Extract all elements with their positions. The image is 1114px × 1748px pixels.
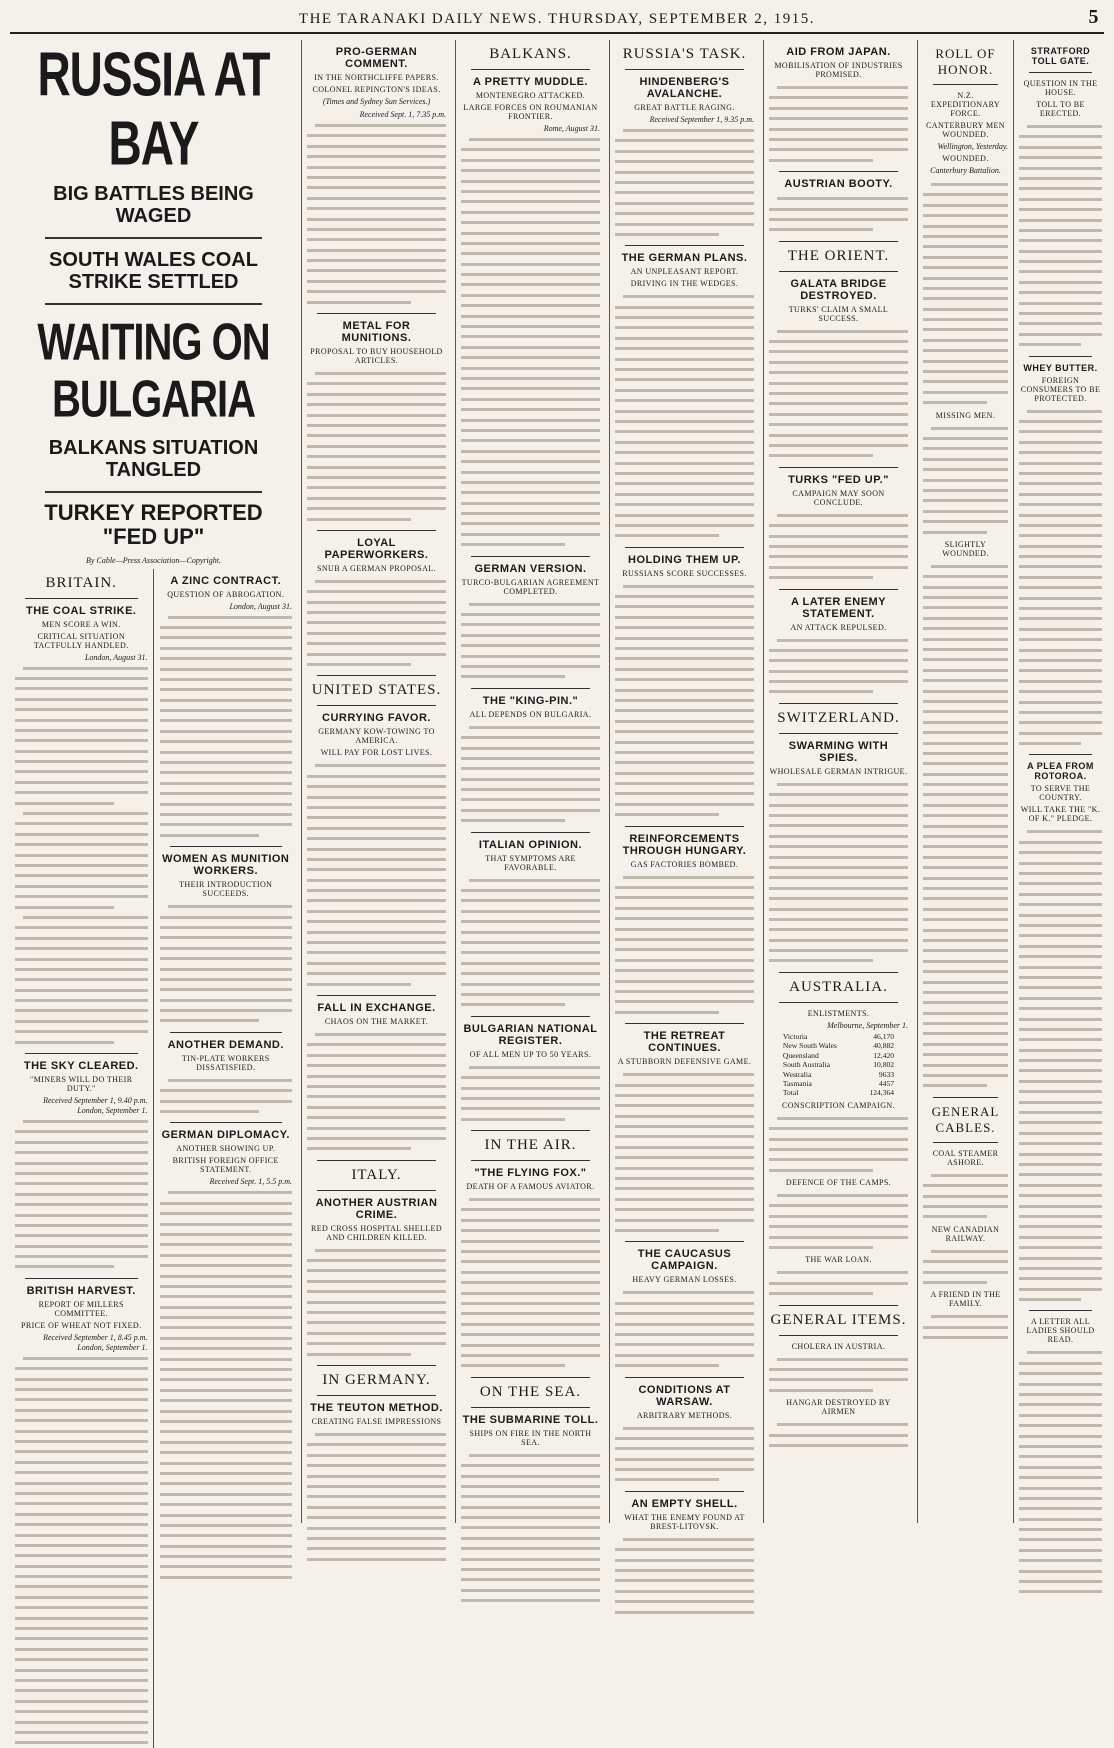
article-text bbox=[1019, 826, 1102, 1304]
article-text bbox=[615, 125, 754, 239]
article-text bbox=[615, 1069, 754, 1235]
divider bbox=[779, 1002, 898, 1003]
article-text bbox=[923, 179, 1008, 408]
article-text bbox=[615, 581, 754, 820]
headline-diplomacy: GERMAN DIPLOMACY. bbox=[161, 1129, 290, 1142]
article-text bbox=[160, 1187, 293, 1582]
article-text bbox=[1019, 406, 1102, 749]
subhead-register: OF ALL MEN UP TO 50 YEARS. bbox=[469, 1049, 592, 1059]
headline-avalanche: HINDENBERG'S AVALANCHE. bbox=[639, 76, 730, 100]
divider bbox=[625, 1023, 744, 1024]
divider bbox=[45, 237, 262, 239]
headline-exchange: FALL IN EXCHANGE. bbox=[317, 1002, 436, 1014]
subhead-millers: REPORT OF MILLERS COMMITTEE. bbox=[38, 1299, 124, 1318]
column-5 bbox=[763, 40, 913, 1523]
headline-later-statement: A LATER ENEMY STATEMENT. bbox=[790, 595, 887, 620]
headline-women: WOMEN AS MUNITION WORKERS. bbox=[162, 853, 290, 878]
deck-2: SOUTH WALES COAL STRIKE SETTLED bbox=[49, 249, 258, 294]
subhead-red-cross: RED CROSS HOSPITAL SHELLED AND CHILDREN KILLED. bbox=[310, 1223, 443, 1242]
headline-austrian-crime: ANOTHER AUSTRIAN CRIME. bbox=[315, 1196, 438, 1221]
table-row: South Australia 10,802 bbox=[782, 1060, 895, 1070]
subhead-consumers: FOREIGN CONSUMERS TO BE PROTECTED. bbox=[1020, 375, 1101, 403]
received-line: Received September 1, 9.35 p.m. bbox=[649, 115, 754, 124]
headline-toll-gate: STRATFORD TOLL GATE. bbox=[1030, 46, 1091, 66]
subhead-aviator: DEATH OF A FAMOUS AVIATOR. bbox=[466, 1182, 595, 1192]
divider bbox=[779, 271, 898, 272]
divider bbox=[471, 1160, 590, 1161]
headline-flying-fox: "THE FLYING FOX." bbox=[474, 1167, 587, 1180]
headline-metal: METAL FOR MUNITIONS. bbox=[341, 320, 412, 345]
divider bbox=[625, 1377, 744, 1378]
article-text bbox=[1019, 1347, 1102, 1596]
article-text bbox=[615, 1534, 754, 1617]
received-line: Received September 1, 8.45 p.m. bbox=[43, 1332, 148, 1342]
divider bbox=[317, 675, 436, 676]
article-text bbox=[160, 1075, 293, 1117]
section-russias-task: RUSSIA'S TASK. bbox=[622, 46, 747, 62]
headline-kingpin: THE "KING-PIN." bbox=[482, 694, 579, 707]
divider bbox=[25, 598, 138, 599]
article-text bbox=[307, 368, 446, 524]
subhead-pay: WILL PAY FOR LOST LIVES. bbox=[320, 748, 433, 758]
divider bbox=[625, 1241, 744, 1242]
column-2 bbox=[301, 40, 451, 1523]
subhead-kowtowing: GERMANY KOW-TOWING TO AMERICA. bbox=[318, 727, 435, 746]
column-1 bbox=[10, 40, 297, 1523]
subhead-repington: COLONEL REPINGTON'S IDEAS. bbox=[312, 85, 441, 94]
section-general-items: GENERAL ITEMS. bbox=[770, 1311, 907, 1328]
column-6 bbox=[917, 40, 1013, 1523]
divider bbox=[1029, 72, 1092, 73]
divider bbox=[779, 467, 898, 468]
article-text bbox=[461, 1062, 600, 1124]
subhead-toll-erected: TOLL TO BE ERECTED. bbox=[1036, 100, 1085, 118]
subhead-gas: GAS FACTORIES BOMBED. bbox=[630, 859, 739, 869]
section-united-states: UNITED STATES. bbox=[311, 682, 442, 699]
article-text bbox=[307, 760, 446, 989]
article-text bbox=[923, 423, 1008, 537]
headline-pro-german: PRO-GERMAN COMMENT. bbox=[335, 46, 418, 70]
divider bbox=[317, 530, 436, 531]
headline-reinforcements: REINFORCEMENTS THROUGH HUNGARY. bbox=[622, 832, 747, 857]
article-text bbox=[923, 1170, 1008, 1222]
main-headline: RUSSIA AT BAY bbox=[37, 38, 270, 178]
table-row: Total 124,364 bbox=[782, 1088, 895, 1098]
article-text bbox=[461, 599, 600, 682]
dateline: Melbourne, September 1. bbox=[827, 1020, 908, 1030]
article-text bbox=[769, 193, 908, 235]
divider bbox=[779, 589, 898, 590]
subhead-symptoms: THAT SYMPTOMS ARE FAVORABLE. bbox=[485, 853, 576, 872]
subhead-miners: "MINERS WILL DO THEIR DUTY." bbox=[30, 1075, 133, 1094]
headline-holding: HOLDING THEM UP. bbox=[628, 553, 741, 566]
section-balkans: BALKANS. bbox=[489, 46, 572, 62]
subhead-unpleasant: AN UNPLEASANT REPORT. bbox=[630, 267, 739, 277]
subhead-arbitrary: ARBITRARY METHODS. bbox=[636, 1410, 733, 1420]
services-line: (Times and Sydney Sun Services.) bbox=[322, 97, 431, 106]
article-text bbox=[160, 612, 293, 841]
subhead-chaos: CHAOS ON THE MARKET. bbox=[324, 1017, 429, 1026]
subhead-hangar: HANGAR DESTROYED BY AIRMEN bbox=[786, 1398, 891, 1417]
divider bbox=[779, 241, 898, 242]
dateline: Rome, August 31. bbox=[543, 124, 600, 133]
article-text bbox=[15, 1116, 148, 1272]
divider bbox=[471, 1377, 590, 1378]
headline-teuton: THE TEUTON METHOD. bbox=[310, 1401, 443, 1414]
subhead-women: THEIR INTRODUCTION SUCCEEDS. bbox=[179, 880, 273, 899]
subhead-creating: CREATING FALSE IMPRESSIONS bbox=[311, 1416, 442, 1426]
deck-1: BIG BATTLES BEING WAGED bbox=[53, 183, 254, 228]
subhead-brest: WHAT THE ENEMY FOUND AT BREST-LITOVSK. bbox=[624, 1512, 745, 1531]
divider bbox=[317, 1160, 436, 1161]
subhead-serve: TO SERVE THE COUNTRY. bbox=[1030, 784, 1091, 803]
subhead-showing: ANOTHER SHOWING UP. bbox=[176, 1144, 276, 1154]
article-text bbox=[615, 1287, 754, 1370]
divider bbox=[625, 245, 744, 246]
divider bbox=[471, 69, 590, 70]
headline-spies: SWARMING WITH SPIES. bbox=[788, 739, 889, 764]
headline-empty-shell: AN EMPTY SHELL. bbox=[631, 1497, 738, 1510]
subhead-slightly: SLIGHTLY WOUNDED. bbox=[942, 539, 989, 558]
divider bbox=[779, 171, 898, 172]
headline-harvest: BRITISH HARVEST. bbox=[26, 1284, 136, 1297]
divider bbox=[625, 69, 744, 70]
article-text bbox=[15, 1353, 148, 1748]
subhead-canterbury-battalion: Canterbury Battalion. bbox=[930, 166, 1001, 175]
divider bbox=[25, 1053, 138, 1054]
divider bbox=[170, 846, 283, 847]
headline-german-plans: THE GERMAN PLANS. bbox=[621, 252, 748, 265]
article-text bbox=[615, 1423, 754, 1485]
section-australia: AUSTRALIA. bbox=[789, 978, 888, 995]
article-text bbox=[461, 1194, 600, 1371]
article-text bbox=[307, 1429, 446, 1564]
headline-caucasus: THE CAUCASUS CAMPAIGN. bbox=[637, 1248, 732, 1273]
article-text bbox=[769, 326, 908, 461]
divider bbox=[317, 995, 436, 996]
article-text bbox=[769, 1190, 908, 1252]
article-text bbox=[307, 120, 446, 307]
subhead-canterbury: CANTERBURY MEN WOUNDED. bbox=[926, 121, 1005, 139]
headline-retreat: THE RETREAT CONTINUES. bbox=[643, 1030, 726, 1055]
headline-galata: GALATA BRIDGE DESTROYED. bbox=[790, 277, 887, 302]
subhead-tinplate: TIN-PLATE WORKERS DISSATISFIED. bbox=[181, 1053, 270, 1072]
divider bbox=[25, 1278, 138, 1279]
article-text bbox=[769, 1113, 908, 1175]
divider bbox=[471, 1016, 590, 1017]
britain-subcolumn-2 bbox=[160, 569, 293, 1748]
article-text bbox=[461, 134, 600, 550]
column-4 bbox=[609, 40, 759, 1531]
headline-fed-up: TURKS "FED UP." bbox=[788, 473, 889, 486]
subhead-conscription: CONSCRIPTION CAMPAIGN. bbox=[782, 1100, 895, 1110]
subhead-intrigue: WHOLESALE GERMAN INTRIGUE. bbox=[769, 766, 908, 776]
divider bbox=[625, 1491, 744, 1492]
subhead-nzef: N.Z. EXPEDITIONARY FORCE. bbox=[930, 91, 1001, 118]
article-text bbox=[307, 576, 446, 670]
subhead-stubborn: A STUBBORN DEFENSIVE GAME. bbox=[617, 1057, 752, 1067]
received-line: Received Sept. 1, 7.35 p.m. bbox=[359, 110, 446, 119]
divider bbox=[933, 1142, 998, 1143]
subhead-depends: ALL DEPENDS ON BULGARIA. bbox=[469, 709, 592, 719]
subhead-agreement: TURCO-BULGARIAN AGREEMENT COMPLETED. bbox=[461, 577, 600, 596]
headline-italian: ITALIAN OPINION. bbox=[478, 838, 583, 851]
headline-loyal: LOYAL PAPERWORKERS. bbox=[324, 536, 429, 561]
subhead-men-score: MEN SCORE A WIN. bbox=[41, 619, 121, 629]
divider bbox=[779, 1335, 898, 1336]
article-text bbox=[461, 1450, 600, 1606]
headline-whey-butter: WHEY BUTTER. bbox=[1023, 362, 1098, 373]
article-text bbox=[461, 875, 600, 1010]
article-text bbox=[769, 779, 908, 966]
headline-austrian-booty: AUSTRIAN BOOTY. bbox=[784, 178, 893, 191]
article-text bbox=[1019, 121, 1102, 350]
section-britain: BRITAIN. bbox=[45, 574, 117, 591]
headline-submarine: THE SUBMARINE TOLL. bbox=[462, 1413, 599, 1426]
divider bbox=[317, 1395, 436, 1396]
article-text bbox=[461, 722, 600, 826]
subhead-russians-score: RUSSIANS SCORE SUCCESSES. bbox=[622, 568, 747, 578]
section-in-germany: IN GERMANY. bbox=[322, 1371, 431, 1388]
table-row: Queensland 12,420 bbox=[782, 1050, 895, 1060]
subhead-coal-steamer: COAL STEAMER ASHORE. bbox=[932, 1148, 999, 1167]
article-text bbox=[160, 901, 293, 1026]
divider bbox=[1029, 356, 1092, 357]
dateline: London, August 31. bbox=[229, 601, 292, 611]
subhead-missing: MISSING MEN. bbox=[935, 410, 996, 420]
table-row: Tasmania 4457 bbox=[782, 1078, 895, 1088]
section-general-cables: GENERAL CABLES. bbox=[931, 1103, 1000, 1135]
received-line: Received September 1, 9.40 p.m. bbox=[43, 1096, 148, 1106]
subhead-letter: A LETTER ALL LADIES SHOULD READ. bbox=[1026, 1317, 1095, 1345]
headline-another-demand: ANOTHER DEMAND. bbox=[167, 1038, 284, 1051]
article-text bbox=[769, 1267, 908, 1298]
headline-warsaw: CONDITIONS AT WARSAW. bbox=[638, 1383, 731, 1408]
divider bbox=[317, 705, 436, 706]
article-text bbox=[307, 1029, 446, 1154]
article-text bbox=[769, 82, 908, 165]
divider bbox=[625, 826, 744, 827]
dateline: Wellington, Yesterday. bbox=[937, 142, 1008, 151]
dateline: London, September 1. bbox=[77, 1106, 148, 1116]
headline-german-version: GERMAN VERSION. bbox=[474, 562, 587, 575]
subhead-wedges: DRIVING IN THE WEDGES. bbox=[630, 279, 739, 289]
divider bbox=[625, 547, 744, 548]
section-in-the-air: IN THE AIR. bbox=[484, 1137, 577, 1154]
divider bbox=[779, 1305, 898, 1306]
subhead-cholera: CHOLERA IN AUSTRIA. bbox=[791, 1341, 886, 1351]
subhead-losses: HEAVY GERMAN LOSSES. bbox=[632, 1275, 737, 1285]
article-text bbox=[923, 1311, 1008, 1342]
section-italy: ITALY. bbox=[351, 1166, 402, 1183]
subhead-foreign-office: BRITISH FOREIGN OFFICE STATEMENT. bbox=[172, 1156, 279, 1175]
page-number: 5 bbox=[1088, 6, 1100, 28]
divider bbox=[471, 1130, 590, 1131]
subhead-northcliffe: IN THE NORTHCLIFFE PAPERS. bbox=[314, 73, 439, 82]
subhead-wounded: WOUNDED. bbox=[942, 154, 989, 163]
divider bbox=[170, 1032, 283, 1033]
divider bbox=[779, 703, 898, 704]
headline-zinc: A ZINC CONTRACT. bbox=[170, 574, 282, 587]
article-text bbox=[923, 1246, 1008, 1288]
subhead-turks-claim: TURKS' CLAIM A SMALL SUCCESS. bbox=[788, 304, 889, 323]
divider bbox=[317, 1365, 436, 1366]
subhead-abrogation: QUESTION OF ABROGATION. bbox=[167, 589, 285, 599]
subhead-mobilisation: MOBILISATION OF INDUSTRIES PROMISED. bbox=[774, 61, 903, 79]
article-text bbox=[769, 635, 908, 697]
section-switzerland: SWITZERLAND. bbox=[777, 709, 900, 726]
britain-subcolumn bbox=[15, 569, 154, 1748]
headline-currying: CURRYING FAVOR. bbox=[322, 712, 431, 725]
divider bbox=[933, 1097, 998, 1098]
divider bbox=[317, 313, 436, 314]
divider bbox=[45, 303, 262, 305]
section-roll-of-honor: ROLL OF HONOR. bbox=[935, 46, 996, 77]
subhead-montenegro: MONTENEGRO ATTACKED. bbox=[475, 91, 586, 100]
masthead-title: THE TARANAKI DAILY NEWS. THURSDAY, SEPTEMBER 2, 1915. bbox=[298, 10, 816, 27]
article-text bbox=[307, 1245, 446, 1359]
subhead-great-battle: GREAT BATTLE RAGING. bbox=[634, 103, 735, 112]
article-text bbox=[615, 872, 754, 1017]
divider bbox=[317, 1190, 436, 1191]
divider bbox=[45, 491, 262, 493]
divider bbox=[933, 84, 998, 85]
subhead-attack: AN ATTACK REPULSED. bbox=[790, 622, 887, 632]
divider bbox=[471, 1407, 590, 1408]
subhead-war-loan: THE WAR LOAN. bbox=[805, 1255, 872, 1265]
divider bbox=[1029, 754, 1092, 755]
column-3 bbox=[455, 40, 605, 1523]
headline-sky-cleared: THE SKY CLEARED. bbox=[23, 1060, 139, 1073]
subhead-critical: CRITICAL SITUATION TACTFULLY HANDLED. bbox=[33, 631, 129, 650]
enlistment-table bbox=[783, 1032, 894, 1098]
received-line: Received Sept. 1, 5.5 p.m. bbox=[209, 1177, 292, 1187]
dateline: London, August 31. bbox=[84, 652, 148, 662]
subhead-ships: SHIPS ON FIRE IN THE NORTH SEA. bbox=[469, 1428, 592, 1447]
deck-5: TURKEY REPORTED "FED UP" bbox=[44, 500, 263, 550]
subhead-pledge: WILL TAKE THE "K. OF K." PLEDGE. bbox=[1020, 805, 1101, 824]
divider bbox=[471, 556, 590, 557]
subhead-friend: A FRIEND IN THE FAMILY. bbox=[930, 1290, 1001, 1309]
table-row: Westralia 9633 bbox=[782, 1069, 895, 1079]
article-text bbox=[15, 663, 148, 1047]
deck-3: WAITING ON BULGARIA bbox=[37, 313, 270, 429]
masthead bbox=[10, 6, 1104, 34]
dateline: London, September 1. bbox=[77, 1342, 148, 1352]
divider bbox=[779, 733, 898, 734]
headline-plea-rotoroa: A PLEA FROM ROTOROA. bbox=[1027, 761, 1094, 782]
headline-register: BULGARIAN NATIONAL REGISTER. bbox=[463, 1022, 598, 1047]
table-row: New South Wales 40,882 bbox=[782, 1041, 895, 1051]
byline: By Cable—Press Association—Copyright. bbox=[86, 555, 221, 565]
divider bbox=[170, 1122, 283, 1123]
article-text bbox=[769, 1354, 908, 1396]
column-7 bbox=[1013, 40, 1107, 1523]
headline-aid-japan: AID FROM JAPAN. bbox=[786, 46, 891, 58]
subhead-question: QUESTION IN THE HOUSE. bbox=[1023, 79, 1098, 97]
subhead-enlistments: ENLISTMENTS. bbox=[807, 1008, 870, 1018]
deck-4: BALKANS SITUATION TANGLED bbox=[48, 437, 259, 482]
subhead-wheat: PRICE OF WHEAT NOT FIXED. bbox=[21, 1320, 142, 1330]
subhead-snub: SNUB A GERMAN PROPOSAL. bbox=[316, 563, 436, 573]
divider bbox=[471, 832, 590, 833]
article-text bbox=[923, 561, 1008, 1091]
section-on-the-sea: ON THE SEA. bbox=[479, 1383, 582, 1400]
article-text bbox=[769, 510, 908, 583]
divider bbox=[471, 688, 590, 689]
headline-coal-strike: THE COAL STRIKE. bbox=[26, 604, 137, 617]
subhead-defence: DEFENCE OF THE CAMPS. bbox=[785, 1178, 892, 1188]
subhead-household: PROPOSAL TO BUY HOUSEHOLD ARTICLES. bbox=[310, 347, 443, 366]
subhead-canadian-railway: NEW CANADIAN RAILWAY. bbox=[931, 1224, 1000, 1243]
table-row: Victoria 46,170 bbox=[782, 1031, 895, 1041]
divider bbox=[1029, 1310, 1092, 1311]
subhead-campaign-end: CAMPAIGN MAY SOON CONCLUDE. bbox=[792, 488, 885, 507]
divider bbox=[779, 972, 898, 973]
headline-muddle: A PRETTY MUDDLE. bbox=[473, 76, 588, 88]
section-orient: THE ORIENT. bbox=[787, 247, 890, 264]
article-text bbox=[769, 1419, 908, 1450]
subhead-large-forces: LARGE FORCES ON ROUMANIAN FRONTIER. bbox=[463, 103, 598, 121]
article-text bbox=[615, 291, 754, 540]
